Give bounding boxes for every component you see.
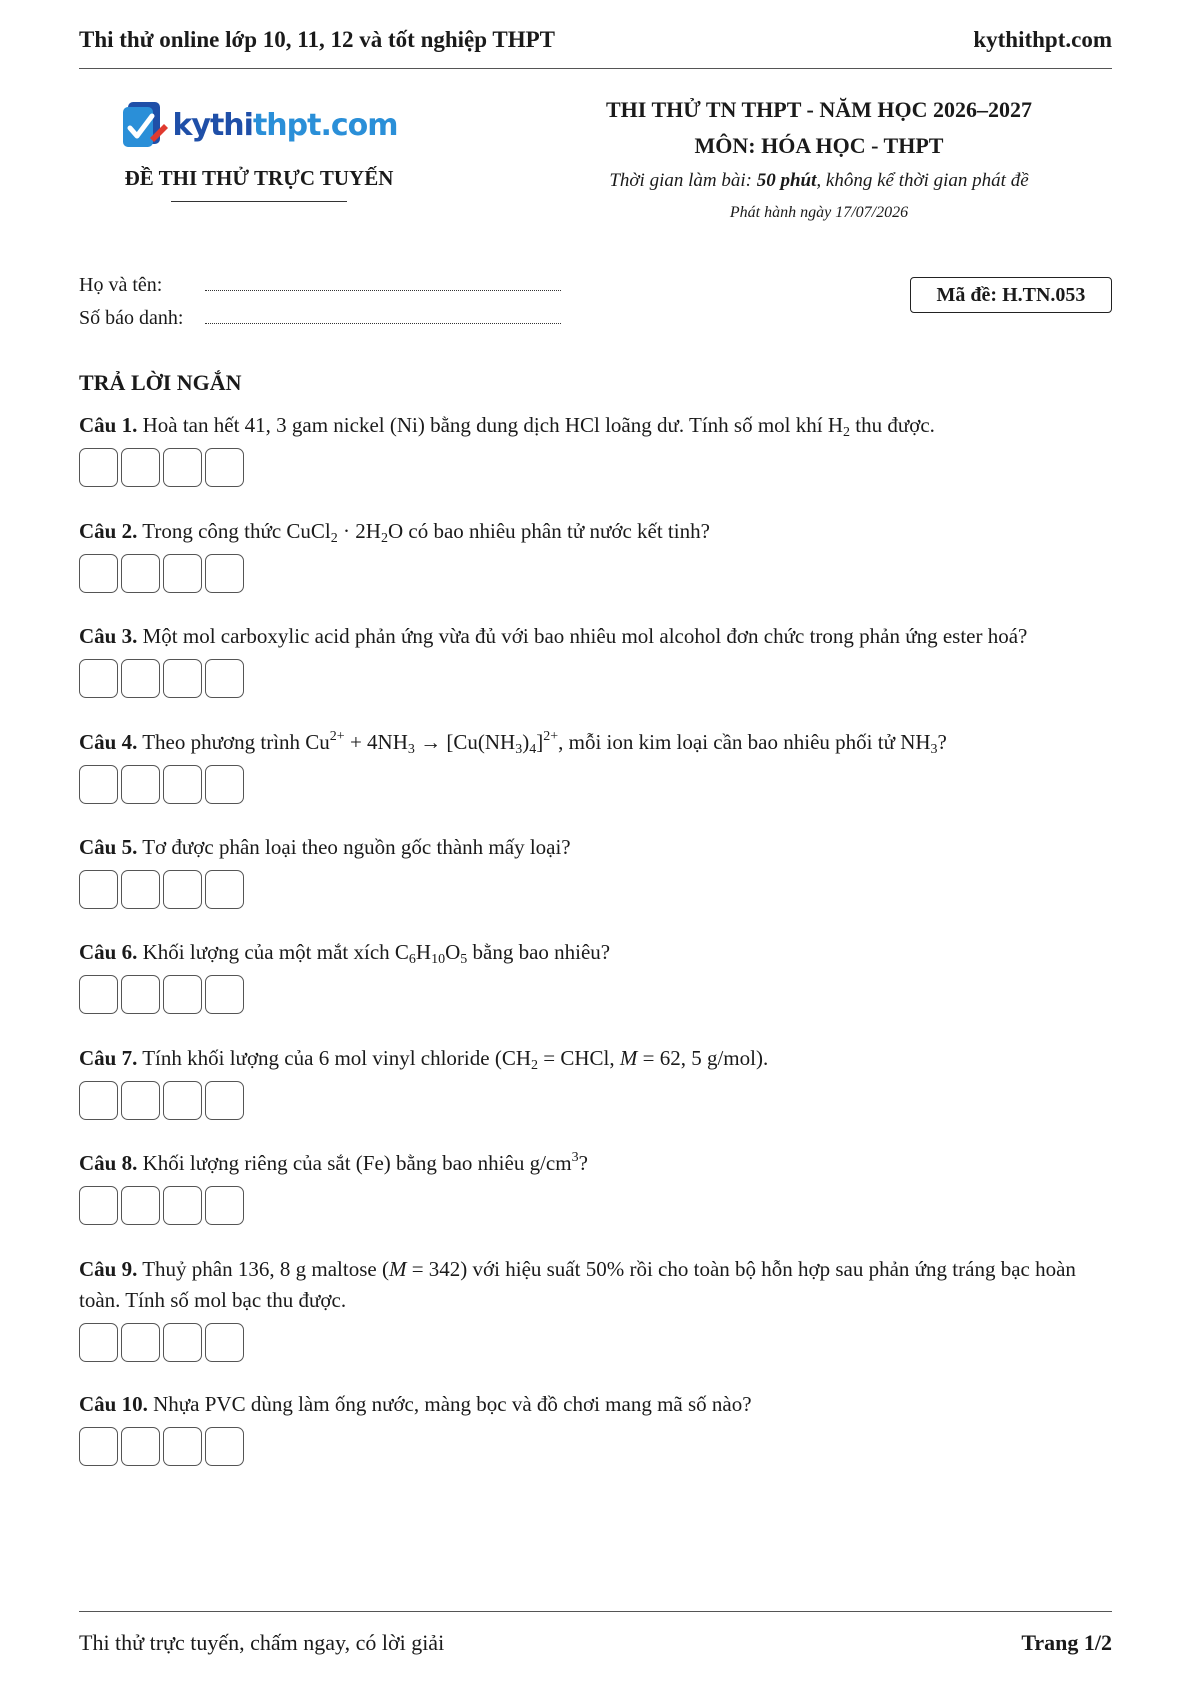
time-suffix: , không kể thời gian phát đề <box>816 170 1029 191</box>
question-3 <box>79 621 1112 698</box>
answer-box[interactable] <box>163 448 202 487</box>
time-prefix: Thời gian làm bài: <box>609 170 757 191</box>
subscript: 2 <box>330 531 338 546</box>
answer-box[interactable] <box>79 1081 118 1120</box>
subscript: 3 <box>407 742 415 757</box>
logo-text-dark: kythi <box>172 107 253 143</box>
question-text: Khối lượng riêng của sắt (Fe) bằng bao nhiêu g/cm <box>137 1151 572 1175</box>
answer-box[interactable] <box>121 1186 160 1225</box>
subscript: 2 <box>531 1058 538 1073</box>
question-text: Tính khối lượng của 6 mol vinyl chloride (CH <box>137 1046 531 1070</box>
answer-boxes <box>79 1186 1112 1225</box>
answer-boxes <box>79 1081 1112 1120</box>
question-text: = 342) với hiệu suất 50% rồi cho toàn bộ hỗn hợp sau phản ứng tráng bạc hoàn toàn. Tính số mol bạc thu được. <box>79 1257 1076 1312</box>
answer-box[interactable] <box>163 1186 202 1225</box>
question-text: → [Cu(NH <box>414 730 516 754</box>
name-field[interactable] <box>205 270 561 291</box>
checklist-icon <box>120 98 170 152</box>
question-5 <box>79 832 1112 909</box>
subscript: 3 <box>930 742 938 757</box>
question-text: ] <box>536 730 544 754</box>
question-4 <box>79 727 1112 804</box>
answer-boxes <box>79 765 1112 804</box>
question-9 <box>79 1254 1112 1362</box>
question-text: Trong công thức CuCl <box>137 519 331 543</box>
logo <box>119 96 399 154</box>
answer-boxes <box>79 448 1112 487</box>
answer-box[interactable] <box>163 1427 202 1466</box>
question-text: , mỗi ion kim loại cần bao nhiêu phối tử NH <box>558 730 931 754</box>
question-text: Tơ được phân loại theo nguồn gốc thành mấy loại? <box>137 835 571 859</box>
id-label: Số báo danh: <box>79 307 184 329</box>
answer-box[interactable] <box>121 659 160 698</box>
online-underline <box>171 201 347 202</box>
exam-time <box>559 164 1079 198</box>
question-1 <box>79 410 1112 487</box>
header-right: kythithpt.com <box>973 27 1112 52</box>
superscript: 2+ <box>329 729 345 744</box>
question-label: Câu 4. <box>79 730 138 754</box>
subscript: 2 <box>380 531 388 546</box>
answer-box[interactable] <box>163 975 202 1014</box>
question-text: ) <box>522 730 530 754</box>
answer-box[interactable] <box>205 975 244 1014</box>
issue-date: Phát hành ngày 17/07/2026 <box>729 204 909 221</box>
answer-box[interactable] <box>163 765 202 804</box>
question-text: Hoà tan hết 41, 3 gam nickel (Ni) bằng dung dịch HCl loãng dư. Tính số mol khí H <box>137 413 844 437</box>
logo-block <box>119 96 399 202</box>
answer-box[interactable] <box>163 870 202 909</box>
answer-boxes <box>79 554 1112 593</box>
question-text: Khối lượng của một mắt xích C <box>137 940 409 964</box>
question-text: · 2H <box>337 519 381 543</box>
question-text: bằng bao nhiêu? <box>467 940 611 964</box>
question-text: thu được. <box>850 413 935 437</box>
subscript: 2 <box>843 425 851 440</box>
question-label: Câu 10. <box>79 1392 148 1416</box>
answer-box[interactable] <box>163 1323 202 1362</box>
question-text: = 62, 5 g/mol). <box>637 1046 769 1070</box>
online-label: ĐỀ THI THỬ TRỰC TUYẾN <box>124 166 394 190</box>
superscript: 3 <box>571 1150 579 1165</box>
math-var: M <box>388 1257 407 1281</box>
question-text: H <box>415 940 432 964</box>
superscript: 2+ <box>543 729 559 744</box>
question-text: ? <box>578 1151 588 1175</box>
answer-box[interactable] <box>79 870 118 909</box>
header-left: Thi thử online lớp 10, 11, 12 và tốt nghiệp THPT <box>79 27 555 52</box>
answer-box[interactable] <box>121 975 160 1014</box>
question-label: Câu 1. <box>79 413 138 437</box>
answer-box[interactable] <box>121 870 160 909</box>
answer-box[interactable] <box>121 1081 160 1120</box>
question-label: Câu 8. <box>79 1151 138 1175</box>
answer-box[interactable] <box>121 448 160 487</box>
footer-divider <box>79 1611 1112 1612</box>
question-label: Câu 5. <box>79 835 138 859</box>
question-label: Câu 3. <box>79 624 138 648</box>
answer-box[interactable] <box>79 1323 118 1362</box>
exam-info <box>559 92 1079 228</box>
answer-box[interactable] <box>163 554 202 593</box>
math-var: M <box>619 1046 638 1070</box>
question-label: Câu 9. <box>79 1257 138 1281</box>
section-title: TRẢ LỜI NGẮN <box>79 370 242 395</box>
question-10 <box>79 1389 1112 1466</box>
answer-box[interactable] <box>79 975 118 1014</box>
answer-boxes <box>79 659 1112 698</box>
answer-box[interactable] <box>205 870 244 909</box>
footer-left: Thi thử trực tuyến, chấm ngay, có lời giải <box>79 1630 445 1655</box>
answer-box[interactable] <box>79 659 118 698</box>
subscript: 6 <box>408 952 416 967</box>
exam-page <box>79 0 1112 1684</box>
subscript: 3 <box>515 742 523 757</box>
question-label: Câu 7. <box>79 1046 138 1070</box>
answer-boxes <box>79 1323 1112 1362</box>
exam-title: THI THỬ TN THPT - NĂM HỌC 2026–2027 <box>606 97 1032 122</box>
question-text: + 4NH <box>344 730 408 754</box>
answer-box[interactable] <box>205 1323 244 1362</box>
exam-subject: MÔN: HÓA HỌC - THPT <box>694 133 944 158</box>
answer-box[interactable] <box>121 1323 160 1362</box>
question-6 <box>79 937 1112 1014</box>
answer-boxes <box>79 975 1112 1014</box>
question-text: = CHCl, <box>538 1046 620 1070</box>
answer-box[interactable] <box>205 1186 244 1225</box>
student-info <box>79 264 561 330</box>
question-text: Thuỷ phân 136, 8 g maltose ( <box>137 1257 389 1281</box>
logo-text-light: thpt.com <box>252 107 398 143</box>
answer-box[interactable] <box>121 554 160 593</box>
page-number: Trang 1/2 <box>1021 1630 1112 1655</box>
answer-boxes <box>79 870 1112 909</box>
time-duration: 50 phút <box>756 170 817 191</box>
question-7 <box>79 1043 1112 1120</box>
question-label: Câu 6. <box>79 940 138 964</box>
answer-box[interactable] <box>79 554 118 593</box>
logo-text <box>172 108 397 143</box>
answer-box[interactable] <box>121 1427 160 1466</box>
answer-box[interactable] <box>79 1427 118 1466</box>
id-field[interactable] <box>205 303 561 324</box>
question-label: Câu 2. <box>79 519 138 543</box>
subscript: 10 <box>431 952 446 967</box>
question-text: Theo phương trình Cu <box>137 730 330 754</box>
answer-box[interactable] <box>79 1186 118 1225</box>
answer-box[interactable] <box>79 765 118 804</box>
answer-boxes <box>79 1427 1112 1466</box>
footer <box>79 1630 1112 1656</box>
answer-box[interactable] <box>163 659 202 698</box>
answer-box[interactable] <box>79 448 118 487</box>
answer-box[interactable] <box>205 659 244 698</box>
question-text: ? <box>937 730 947 754</box>
answer-box[interactable] <box>163 1081 202 1120</box>
answer-box[interactable] <box>121 765 160 804</box>
question-2 <box>79 516 1112 593</box>
subscript: 4 <box>529 742 537 757</box>
answer-box[interactable] <box>205 554 244 593</box>
answer-box[interactable] <box>205 1081 244 1120</box>
exam-code: Mã đề: H.TN.053 <box>910 277 1112 313</box>
answer-box[interactable] <box>205 1427 244 1466</box>
subscript: 5 <box>460 952 468 967</box>
answer-box[interactable] <box>205 448 244 487</box>
question-text: Nhựa PVC dùng làm ống nước, màng bọc và đồ chơi mang mã số nào? <box>147 1392 752 1416</box>
name-label: Họ và tên: <box>79 274 163 296</box>
answer-box[interactable] <box>205 765 244 804</box>
question-text: O <box>445 940 461 964</box>
header-divider <box>79 68 1112 69</box>
question-8 <box>79 1148 1112 1225</box>
question-text: O có bao nhiêu phân tử nước kết tinh? <box>387 519 710 543</box>
question-text: Một mol carboxylic acid phản ứng vừa đủ với bao nhiêu mol alcohol đơn chức trong phản ứng ester hoá? <box>137 624 1028 648</box>
top-header <box>79 20 1112 60</box>
